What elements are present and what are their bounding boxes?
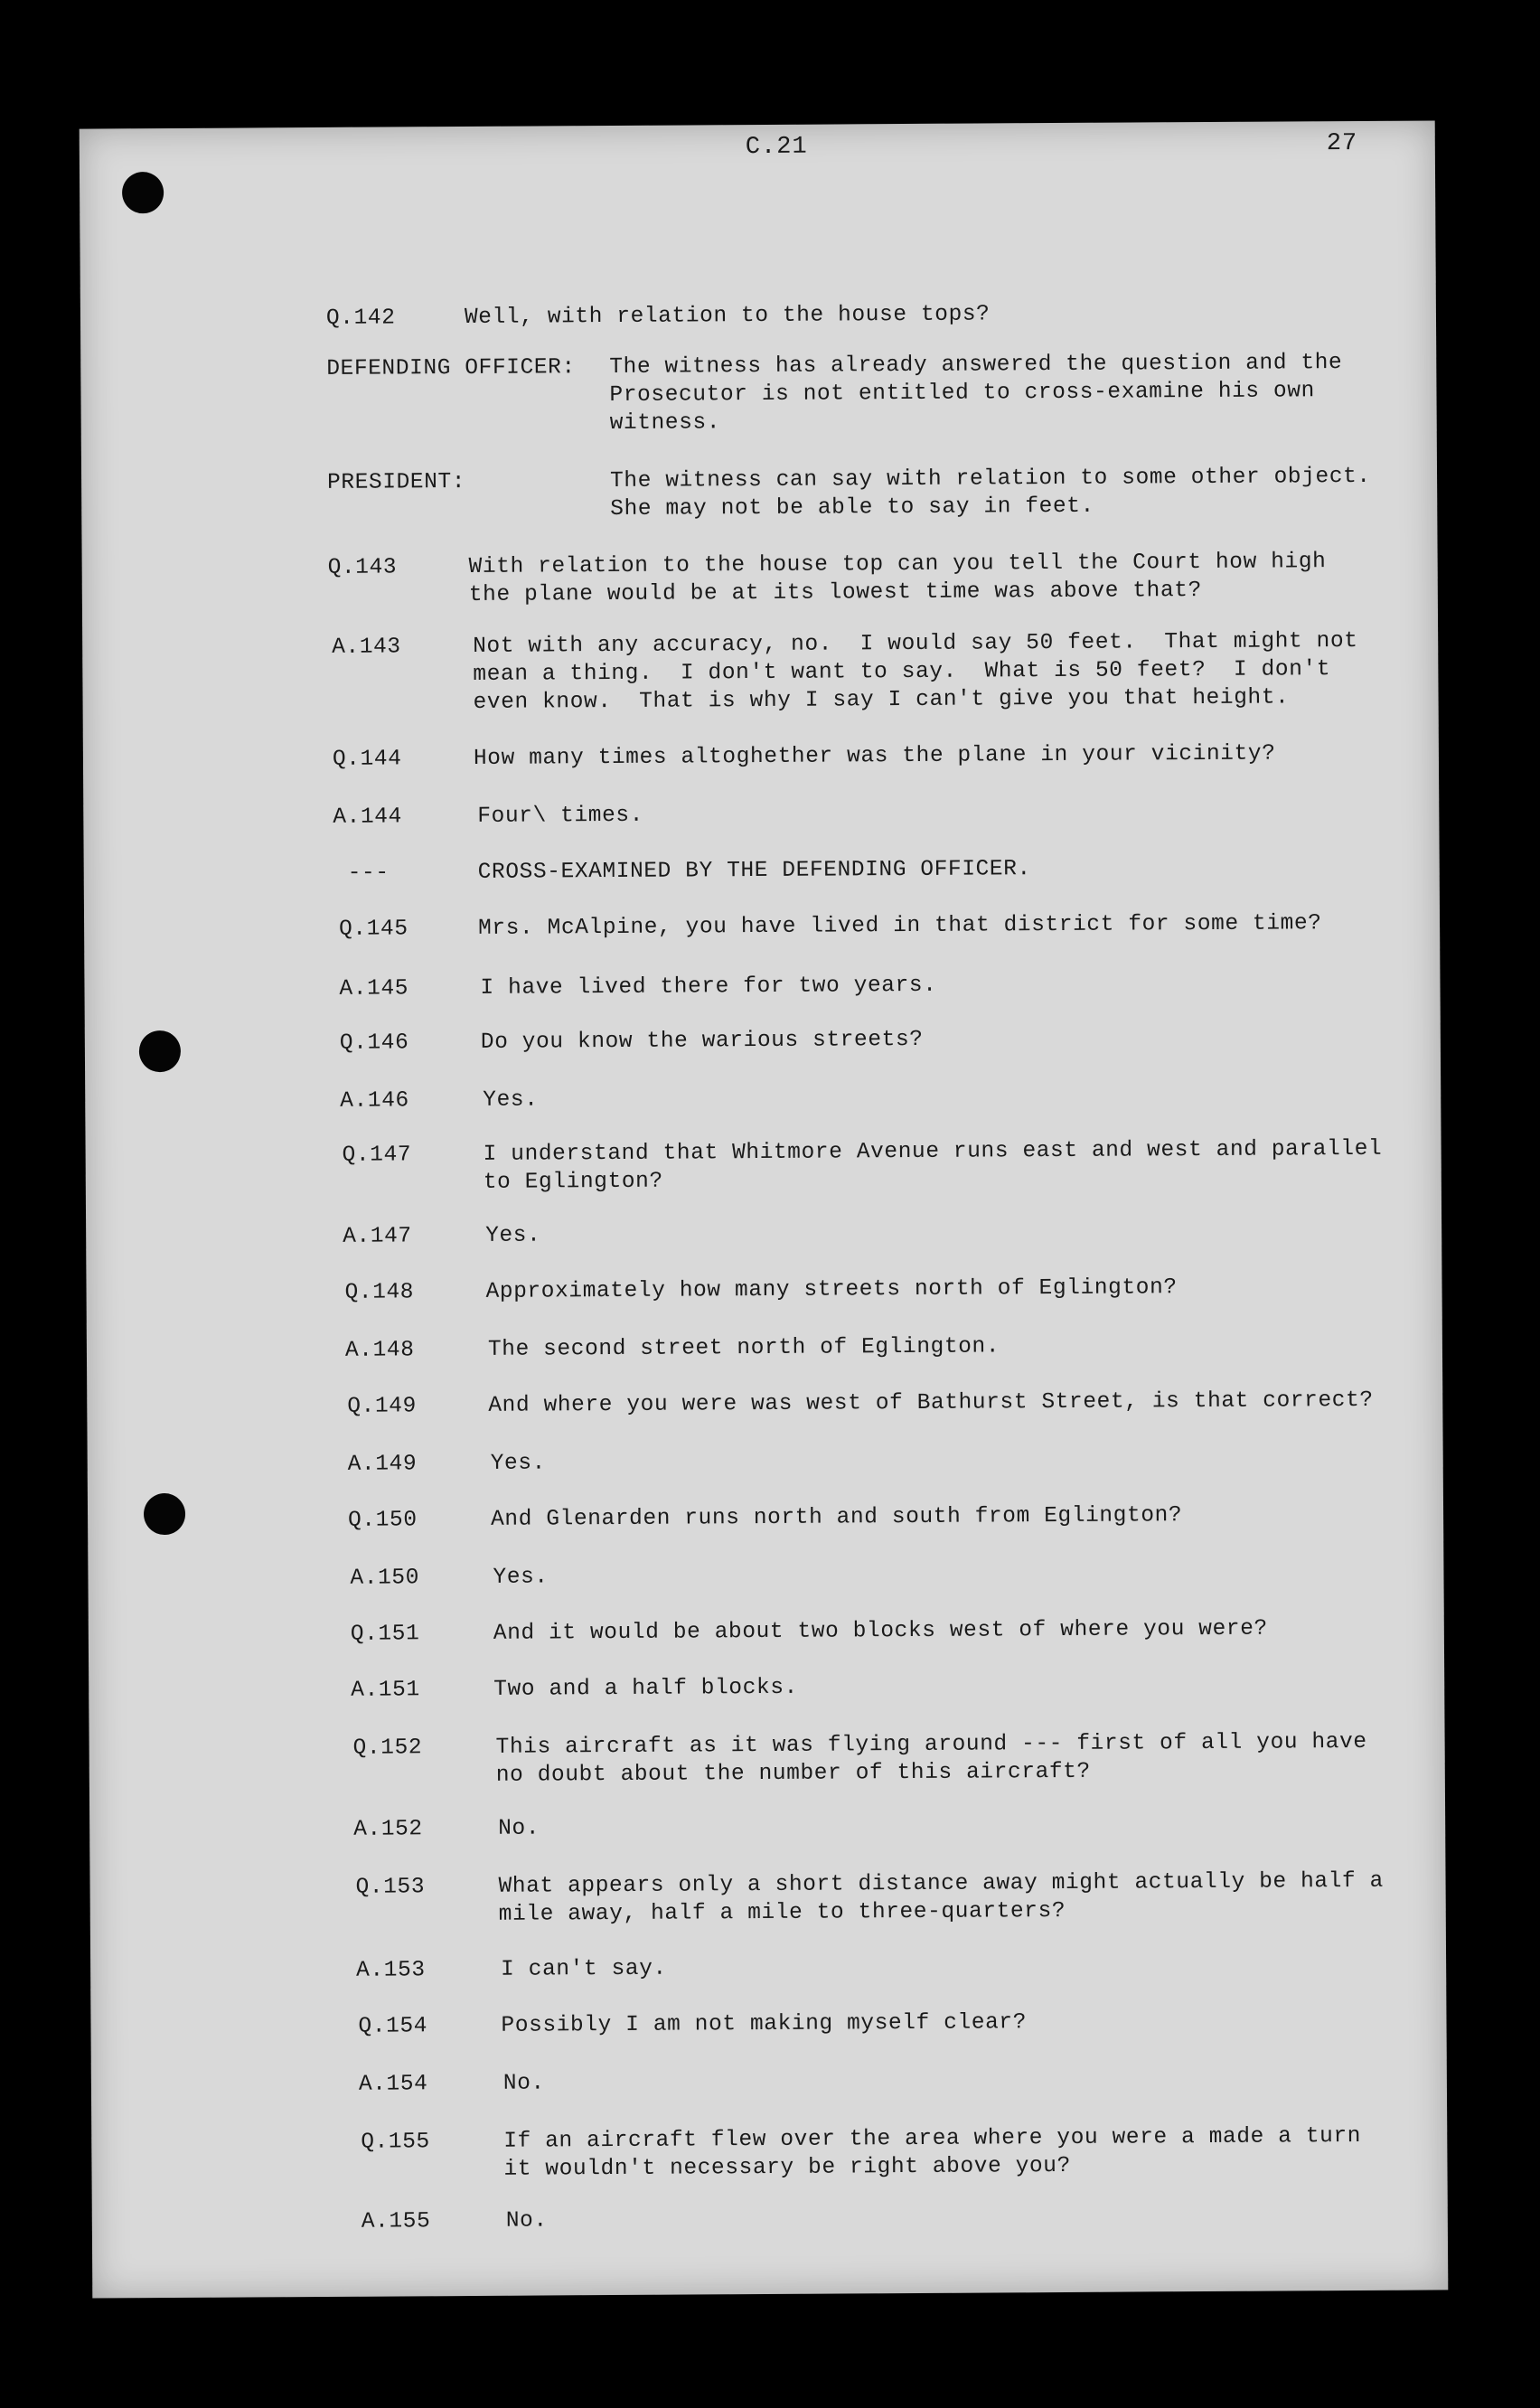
text-line: The witness can say with relation to some other object. (609, 464, 1371, 494)
question-label: Q.146 (339, 1030, 409, 1056)
answer-text (485, 1222, 540, 1250)
question-text (484, 1135, 1383, 1197)
text-line: Do you know the warious streets? (480, 1027, 924, 1055)
question-text (501, 2008, 1027, 2040)
text-line: mile away, half a mile to three-quarters? (498, 1898, 1066, 1927)
answer-text (506, 2206, 548, 2234)
question-label: Q.147 (342, 1143, 412, 1168)
question-label: Q.149 (347, 1394, 417, 1419)
text-line: Mrs. McAlpine, you have lived in that district for some time? (478, 911, 1322, 941)
text-line: mean a thing. I don't want to say. What is 50 feet? I don't (473, 657, 1331, 687)
statement-label: PRESIDENT: (326, 470, 466, 495)
text-line: Yes. (485, 1223, 541, 1248)
question-text (496, 1728, 1367, 1790)
question-label: Q.148 (344, 1280, 415, 1305)
text-line: Approximately how many streets north of Eglington? (485, 1275, 1178, 1304)
answer-label: A.148 (344, 1338, 415, 1363)
question-text (498, 1867, 1384, 1929)
answer-label: A.150 (350, 1566, 420, 1591)
answer-label: A.151 (351, 1678, 420, 1703)
text-line: The second street north of Eglington. (487, 1334, 1000, 1362)
text-line: And Glenarden runs north and south from Eglington? (491, 1503, 1183, 1532)
question-text (478, 909, 1322, 943)
answer-text (491, 1449, 546, 1477)
question-text (469, 548, 1327, 609)
question-label: Q.142 (325, 306, 396, 331)
text-line: If an aircraft flew over the area where you were a made a turn (503, 2123, 1362, 2154)
statement-text (609, 349, 1343, 437)
answer-label: A.147 (343, 1224, 412, 1249)
text-line: How many times altoghether was the plane in your vicinity? (473, 741, 1276, 771)
text-line: Yes. (490, 1451, 547, 1476)
text-line: Yes. (483, 1087, 539, 1113)
statement-text (610, 463, 1371, 523)
text-line: Two and a half blocks. (493, 1675, 798, 1702)
text-line: CROSS-EXAMINED BY THE DEFENDING OFFICER. (477, 857, 1031, 885)
text-line: Possibly I am not making myself clear? (501, 2010, 1028, 2038)
text-line: The witness has already answered the question and the (609, 351, 1343, 381)
punch-hole-top (122, 172, 164, 213)
question-label: Q.143 (327, 555, 398, 580)
text-line: What appears only a short distance away might actually be half a (498, 1868, 1384, 1899)
answer-text (480, 972, 936, 1002)
text-line: to Eglington? (483, 1169, 663, 1195)
answer-label: A.149 (347, 1452, 418, 1477)
answer-text (483, 1086, 538, 1115)
statement-label: DEFENDING OFFICER: (326, 355, 576, 381)
text-line: I can't say. (501, 1956, 667, 1982)
answer-label: A.146 (340, 1088, 409, 1114)
text-line: She may not be able to say in feet. (610, 494, 1094, 522)
statement-label: --- (347, 861, 390, 886)
punch-hole-middle (139, 1030, 181, 1072)
question-text (474, 740, 1276, 773)
answer-label: A.145 (339, 976, 409, 1002)
question-text (465, 300, 991, 332)
page-number: 27 (1326, 129, 1358, 158)
question-label: Q.155 (361, 2130, 430, 2155)
text-line: And it would be about two blocks west of where you were? (493, 1616, 1268, 1646)
text-line: no doubt about the number of this aircraft? (495, 1759, 1091, 1788)
answer-text (477, 802, 643, 831)
question-text (493, 1615, 1268, 1648)
text-line: it wouldn't necessary be right above you? (503, 2153, 1071, 2182)
answer-text (493, 1674, 798, 1704)
question-text (481, 1026, 924, 1057)
question-label: Q.145 (339, 917, 408, 942)
statement-text (478, 855, 1031, 887)
answer-label: A.153 (356, 1958, 426, 1983)
text-line: No. (505, 2208, 548, 2234)
answer-label: A.144 (333, 804, 402, 830)
text-line: witness. (609, 410, 721, 437)
text-line: the plane would be at its lowest time was above that? (468, 578, 1202, 607)
answer-text (501, 1955, 667, 1984)
text-line: This aircraft as it was flying around --- first of all you have (495, 1729, 1367, 1760)
question-label: Q.152 (352, 1735, 423, 1761)
text-line: even know. That is why I say I can't give you that height. (473, 685, 1290, 715)
answer-text (488, 1332, 1000, 1363)
punch-hole-bottom (144, 1493, 185, 1535)
question-label: Q.154 (358, 2014, 428, 2039)
answer-text (473, 627, 1358, 717)
text-line: I understand that Whitmore Avenue runs east and west and parallel (483, 1136, 1383, 1167)
text-line: No. (498, 1816, 540, 1841)
question-text (488, 1387, 1374, 1420)
answer-text (493, 1563, 548, 1591)
question-text (503, 2122, 1361, 2184)
answer-label: A.154 (358, 2072, 428, 2097)
text-line: Prosecutor is not entitled to cross-examine his own (609, 379, 1315, 409)
question-label: Q.151 (350, 1622, 420, 1647)
question-label: Q.153 (355, 1875, 426, 1900)
transcript-page (80, 120, 1449, 2298)
answer-label: A.143 (332, 635, 401, 660)
text-line: Well, with relation to the house tops? (464, 302, 991, 331)
text-line: Not with any accuracy, no. I would say 50 feet. That might not (473, 628, 1358, 659)
question-label: Q.144 (332, 747, 402, 772)
text-line: Yes. (493, 1565, 549, 1590)
question-text (491, 1501, 1182, 1534)
text-line: No. (502, 2071, 545, 2096)
text-line: I have lived there for two years. (480, 973, 937, 1001)
text-line: And where you were was west of Bathurst Street, is that correct? (488, 1387, 1374, 1418)
question-label: Q.150 (348, 1508, 418, 1533)
answer-label: A.155 (361, 2209, 431, 2234)
answer-text (503, 2069, 545, 2097)
text-line: Four\ times. (477, 803, 644, 829)
answer-text (498, 1815, 540, 1843)
question-text (485, 1274, 1177, 1306)
page-code: C.21 (745, 133, 808, 162)
answer-label: A.152 (353, 1817, 423, 1842)
text-line: With relation to the house top can you tell the Court how high (468, 550, 1327, 579)
